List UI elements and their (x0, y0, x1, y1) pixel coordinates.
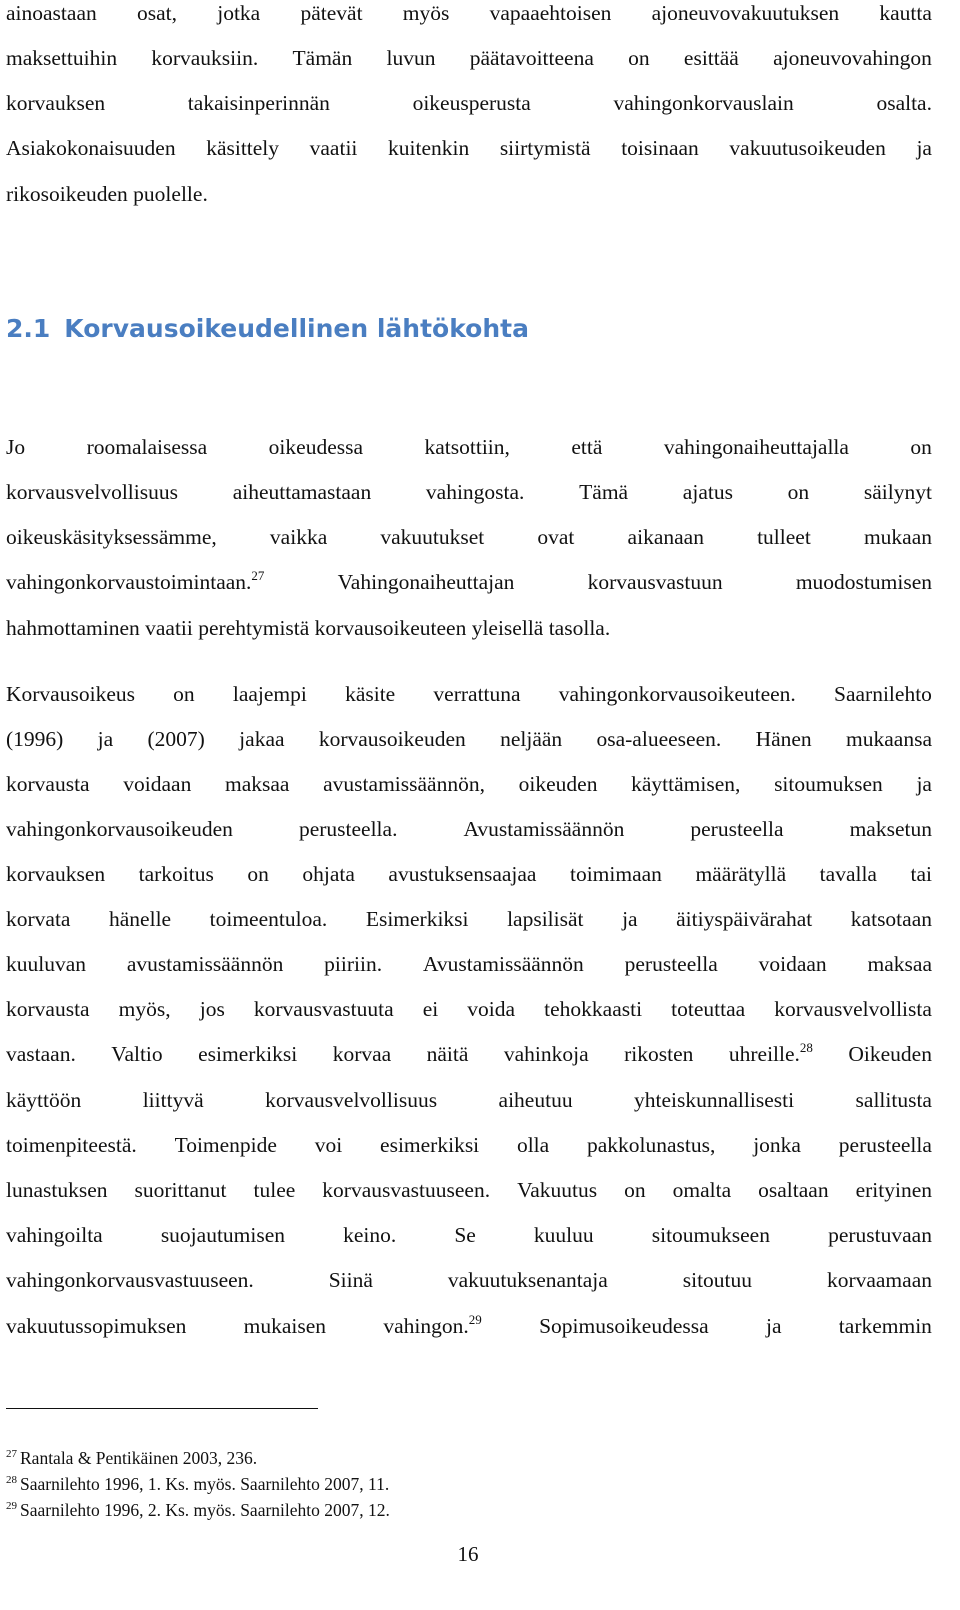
word: pakkolunastus, (587, 1133, 716, 1157)
footnote-text: Saarnilehto 1996, 1. Ks. myös. Saarnilehto 2007, 11. (20, 1474, 390, 1494)
word: voidaan (758, 952, 827, 976)
word: käyttämisen, (631, 772, 741, 796)
para2-line-8 (6, 996, 932, 1022)
footnote-separator (6, 1408, 318, 1409)
word: sitoumukseen (651, 1223, 770, 1247)
para2-line-9-word: rikosten (624, 1042, 694, 1066)
word: vahingonkorvausoikeuteen. (558, 682, 796, 706)
word: avustuksensaajaa (388, 862, 537, 886)
word: Jo (6, 435, 26, 459)
word: katsotaan (850, 907, 932, 931)
word: perusteella (690, 817, 784, 841)
word: tehokkaasti (544, 997, 643, 1021)
word: katsottiin, (424, 435, 510, 459)
para2-line-9-word: esimerkiksi (198, 1042, 298, 1066)
word: korvausvastuuta (253, 997, 394, 1021)
word: ja (916, 136, 932, 160)
para1-line-4 (6, 569, 932, 595)
word: korvausvelvollista (774, 997, 932, 1021)
word: on (173, 682, 195, 706)
word: kuuluvan (6, 952, 87, 976)
word: osaltaan (758, 1178, 829, 1202)
word: maksaa (867, 952, 932, 976)
word: Toimenpide (174, 1133, 277, 1157)
word: ajoneuvovahingon (773, 46, 932, 70)
word: sallitusta (855, 1088, 932, 1112)
word: käsite (345, 682, 396, 706)
word: lapsilisät (507, 907, 584, 931)
footnote-29 (6, 1499, 390, 1521)
word: roomalaisessa (86, 435, 208, 459)
word: (2007) (147, 727, 205, 751)
word: ohjata (302, 862, 355, 886)
word: toimeentuloa. (209, 907, 328, 931)
word: Vakuutus (517, 1178, 598, 1202)
para2-line-9-word: vahinkoja (503, 1042, 589, 1066)
para2-line-15-word: tarkemmin (838, 1314, 932, 1338)
word: tulee (253, 1178, 296, 1202)
word: perusteella (624, 952, 718, 976)
word: äitiyspäivärahat (676, 907, 813, 931)
word: toteuttaa (671, 997, 746, 1021)
footnote-number: 28 (6, 1474, 17, 1486)
word: osat, (136, 1, 177, 25)
word: omalta (672, 1178, 732, 1202)
para1-line-4-start: vahingonkorvaustoimintaan.$^{27}$ (6, 568, 265, 594)
word: jotka (217, 1, 261, 25)
word: sitoutuu (682, 1268, 753, 1292)
word: vahingoilta (6, 1223, 103, 1247)
word: lunastuksen (6, 1178, 108, 1202)
para2-line-13 (6, 1222, 932, 1248)
word: vaikka (269, 525, 328, 549)
word: vakuutukset (380, 525, 485, 549)
word: Avustamissäännön (463, 817, 625, 841)
para1-line-5: hahmottaminen vaatii perehtymistä korvausoikeuteen yleisellä tasolla. (6, 616, 611, 640)
para2-line-9-word: korvaa (332, 1042, 392, 1066)
para2-line-12 (6, 1177, 932, 1203)
word: mukaan (863, 525, 932, 549)
para2-line-3 (6, 771, 932, 797)
word: on (247, 862, 269, 886)
para2-line-9-word: Oikeuden (848, 1042, 932, 1066)
word: hänelle (109, 907, 172, 931)
word: perustuvaan (828, 1223, 932, 1247)
word: ovat (537, 525, 575, 549)
word: korvausvastuuseen. (322, 1178, 491, 1202)
word: ei (422, 997, 439, 1021)
word: korvausvelvollisuus (6, 480, 178, 504)
word: korvauksiin. (151, 46, 259, 70)
word: Tämä (579, 480, 629, 504)
word: että (571, 435, 603, 459)
word: avustamissäännön (126, 952, 284, 976)
word: tavalla (819, 862, 877, 886)
word: esittää (683, 46, 739, 70)
para1-line-2 (6, 479, 932, 505)
para2-line-2 (6, 726, 932, 752)
word: osa-alueeseen. (596, 727, 722, 751)
word: päätavoitteena (469, 46, 594, 70)
word: Siinä (328, 1268, 373, 1292)
word: myös (402, 1, 450, 25)
word: ja (916, 772, 932, 796)
word: Saarnilehto (834, 682, 932, 706)
word: neljään (500, 727, 563, 751)
para1-line-4-word: Vahingonaiheuttajan (337, 570, 515, 594)
word: tarkoitus (138, 862, 214, 886)
word: vahingonkorvausoikeuden (6, 817, 233, 841)
word: vahingosta. (425, 480, 525, 504)
word: liittyvä (142, 1088, 204, 1112)
word: suorittanut (134, 1178, 227, 1202)
footnote-text: Rantala & Pentikäinen 2003, 236. (20, 1448, 258, 1468)
footnote-number: 29 (6, 1500, 17, 1512)
footnote-28 (6, 1473, 389, 1495)
word: korvauksen (6, 91, 106, 115)
intro-line-1 (6, 0, 932, 26)
word: on (624, 1178, 646, 1202)
word: vaatii (309, 136, 358, 160)
word: tai (910, 862, 932, 886)
word: jakaa (239, 727, 285, 751)
word: korvausta (6, 997, 90, 1021)
word: käyttöön (6, 1088, 82, 1112)
word: ainoastaan (6, 1, 97, 25)
word: vahingonkorvauslain (613, 91, 794, 115)
word: toimimaan (569, 862, 662, 886)
word: Se (454, 1223, 476, 1247)
word: vakuutusoikeuden (729, 136, 886, 160)
word: keino. (343, 1223, 397, 1247)
word: voi (314, 1133, 343, 1157)
para1-line-3 (6, 524, 932, 550)
para2-line-6 (6, 906, 932, 932)
word: ja (97, 727, 114, 751)
word: korvausoikeuden (318, 727, 466, 751)
word: korvausta (6, 772, 90, 796)
word: jos (199, 997, 225, 1021)
word: erityinen (855, 1178, 932, 1202)
word: mukaansa (846, 727, 932, 751)
footnote-27 (6, 1447, 257, 1469)
word: toisinaan (621, 136, 699, 160)
word: kuuluu (533, 1223, 594, 1247)
para1-line-1 (6, 434, 932, 460)
word: tulleet (757, 525, 811, 549)
para2-line-9-word: Valtio (111, 1042, 163, 1066)
para2-line-9-word: uhreille.$^{28}$ (728, 1040, 813, 1066)
word: korvauksen (6, 862, 106, 886)
word: Korvausoikeus (6, 682, 135, 706)
para2-line-15 (6, 1313, 932, 1339)
word: verrattuna (433, 682, 521, 706)
word: ja (622, 907, 638, 931)
word: siirtymistä (499, 136, 591, 160)
intro-line-5: rikosoikeuden puolelle. (6, 182, 208, 206)
word: oikeuden (518, 772, 598, 796)
para2-line-9-word: vastaan. (6, 1042, 76, 1066)
word: maksaa (225, 772, 290, 796)
para2-line-15-word: Sopimusoikeudessa (539, 1314, 709, 1338)
word: Hänen (755, 727, 812, 751)
para2-line-15-word: ja (765, 1314, 782, 1338)
word: Avustamissäännön (422, 952, 584, 976)
word: käsittely (206, 136, 280, 160)
para2-line-1 (6, 681, 932, 707)
word: vakuutuksenantaja (447, 1268, 608, 1292)
para2-line-14 (6, 1267, 932, 1293)
section-heading (6, 313, 529, 345)
footnote-ref-29[interactable]: 29 (468, 1312, 482, 1327)
word: (1996) (6, 727, 64, 751)
page-number: 16 (457, 1542, 479, 1566)
word: voidaan (123, 772, 192, 796)
intro-line-2 (6, 45, 932, 71)
footnote-ref-27[interactable]: 27 (251, 568, 265, 583)
word: on (787, 480, 810, 504)
word: suojautumisen (160, 1223, 286, 1247)
word: korvata (6, 907, 71, 931)
word: aiheuttamastaan (232, 480, 372, 504)
intro-line-3 (6, 90, 932, 116)
word: myös, (118, 997, 171, 1021)
word: esimerkiksi (380, 1133, 480, 1157)
word: perusteella. (298, 817, 398, 841)
word: vapaaehtoisen (489, 1, 612, 25)
word: ajoneuvovakuutuksen (651, 1, 840, 25)
word: aiheutuu (498, 1088, 573, 1112)
word: aikanaan (627, 525, 704, 549)
word: korvausvelvollisuus (265, 1088, 438, 1112)
word: maksetun (849, 817, 932, 841)
word: oikeusperusta (412, 91, 531, 115)
word: vahingonkorvausvastuuseen. (6, 1268, 254, 1292)
para2-line-9 (6, 1041, 932, 1067)
word: laajempi (232, 682, 307, 706)
word: pätevät (300, 1, 363, 25)
para2-line-15-word: mukaisen (243, 1314, 327, 1338)
word: on (910, 435, 932, 459)
word: Esimerkiksi (365, 907, 469, 931)
word: avustamissäännön, (323, 772, 485, 796)
word: toimenpiteestä. (6, 1133, 137, 1157)
para2-line-4 (6, 816, 932, 842)
word: olla (516, 1133, 550, 1157)
word: kautta (879, 1, 932, 25)
para1-line-4-word: muodostumisen (795, 570, 932, 594)
word: vahingonaiheuttajalla (663, 435, 849, 459)
word: voida (467, 997, 516, 1021)
intro-line-4 (6, 135, 932, 161)
section-number: 2.1 (6, 314, 51, 343)
footnote-number: 27 (6, 1448, 17, 1460)
para2-line-15-word: vakuutussopimuksen (6, 1314, 187, 1338)
word: korvaamaan (826, 1268, 932, 1292)
para2-line-7 (6, 951, 932, 977)
footnote-ref-28[interactable]: 28 (799, 1040, 813, 1055)
word: yhteiskunnallisesti (634, 1088, 795, 1112)
word: oikeuskäsityksessämme, (6, 525, 217, 549)
word: perusteella (838, 1133, 932, 1157)
word: takaisinperinnän (187, 91, 330, 115)
word: maksettuihin (6, 46, 118, 70)
word: jonka (753, 1133, 801, 1157)
word: oikeudessa (268, 435, 364, 459)
para1-line-4-word: korvausvastuun (587, 570, 723, 594)
word: määrätyllä (695, 862, 787, 886)
footnote-text: Saarnilehto 1996, 2. Ks. myös. Saarnilehto 2007, 12. (20, 1500, 390, 1520)
word: on (628, 46, 650, 70)
word: säilynyt (863, 480, 932, 504)
para2-line-9-word: näitä (426, 1042, 469, 1066)
word: sitoumuksen (774, 772, 883, 796)
word: luvun (386, 46, 436, 70)
para2-line-10 (6, 1087, 932, 1113)
word: piiriin. (324, 952, 383, 976)
word: Asiakokonaisuuden (6, 136, 176, 160)
para2-line-5 (6, 861, 932, 887)
word: osalta. (876, 91, 932, 115)
word: Tämän (292, 46, 353, 70)
word: ajatus (682, 480, 733, 504)
para2-line-15-word: vahingon.$^{29}$ (383, 1312, 482, 1338)
word: kuitenkin (388, 136, 470, 160)
para2-line-11 (6, 1132, 932, 1158)
section-title: Korvausoikeudellinen lähtökohta (64, 314, 529, 343)
